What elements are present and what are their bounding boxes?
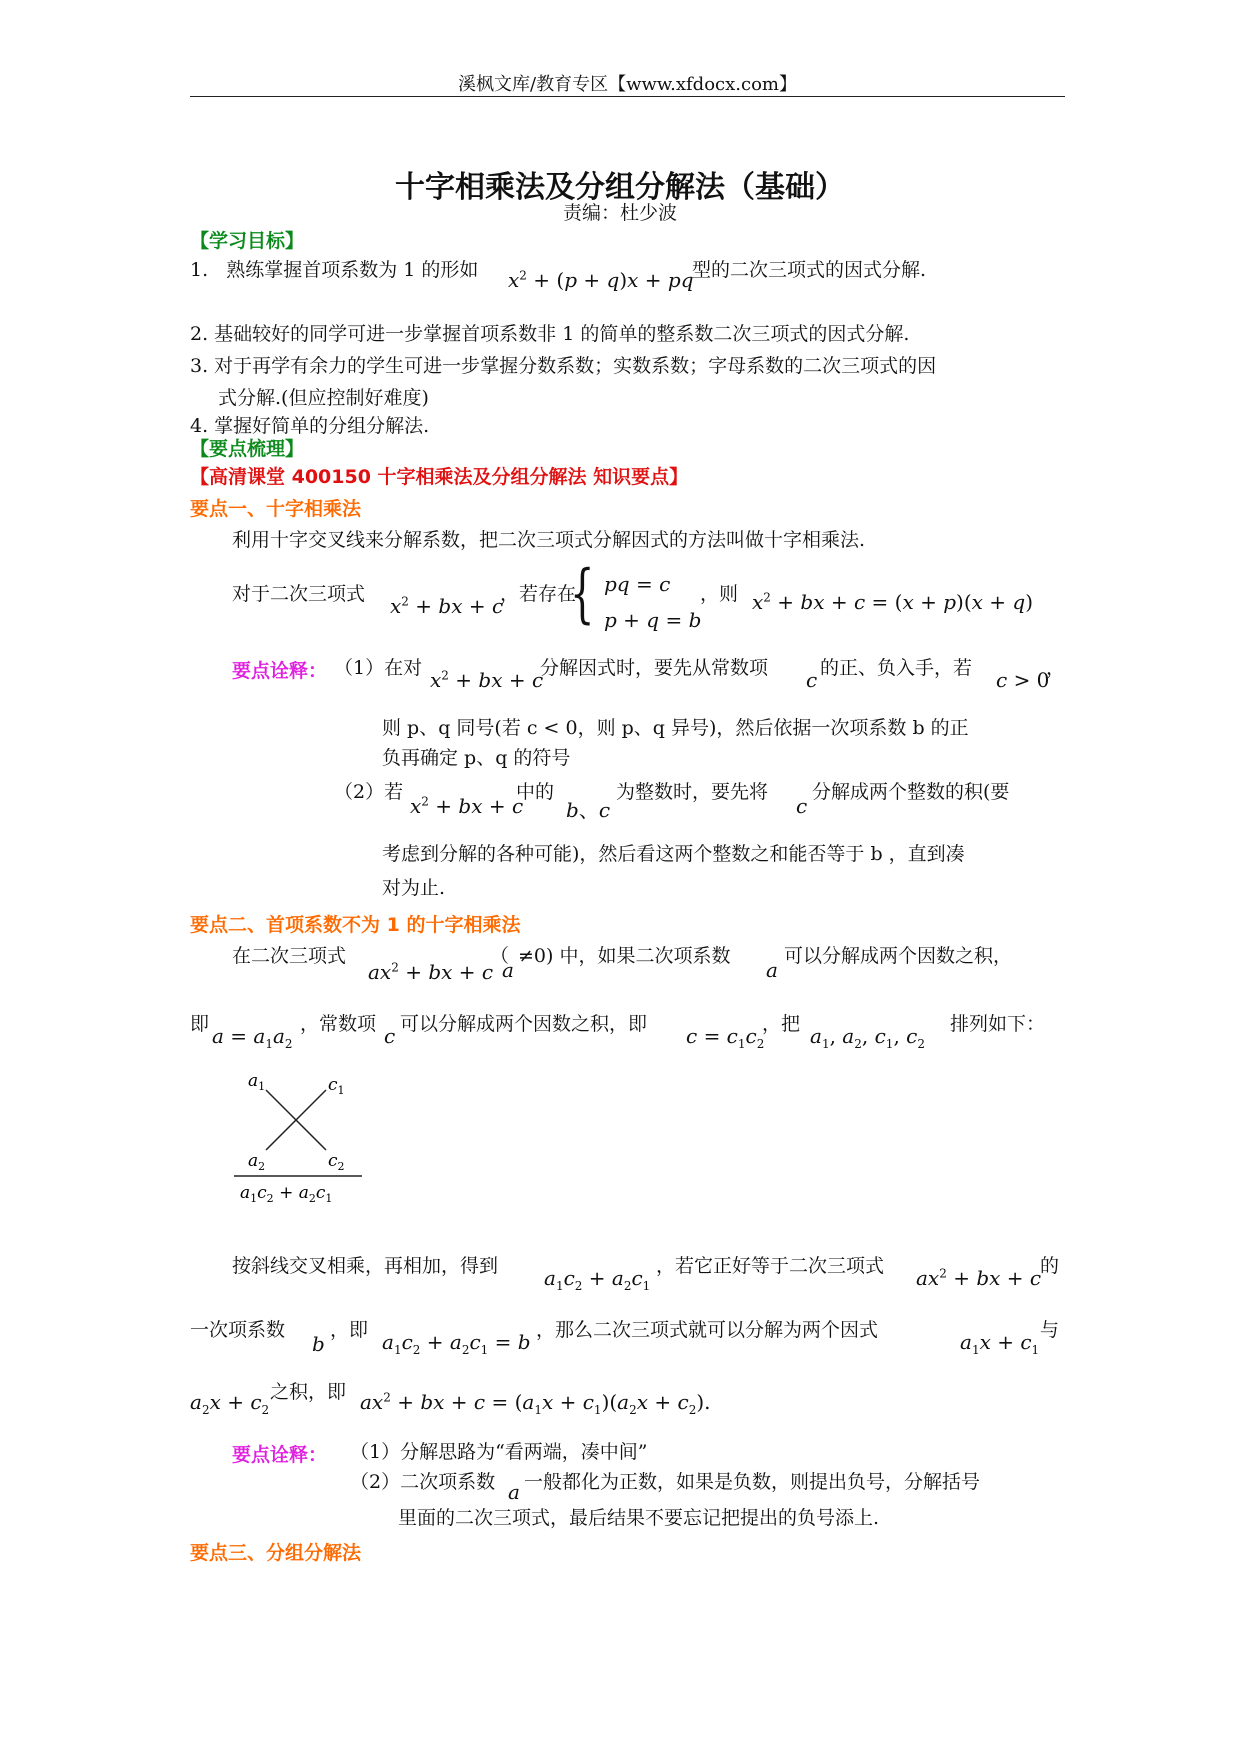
point-2-note-2a: （2）二次项系数 — [350, 1471, 496, 1493]
point-1-note-label: 要点诠释： — [232, 660, 328, 682]
diagram-sum: $a_1c_2 + a_2c_1$ — [240, 1183, 333, 1205]
note-1-c: c — [806, 668, 818, 692]
note-1-c-positive: c > 0 — [996, 668, 1050, 692]
goal-item-1 — [190, 258, 478, 282]
point-1-note-2b: 中的 — [516, 781, 555, 803]
point-2-p2e: 排列如下： — [950, 1013, 1046, 1035]
point-1-note-1c: 的正、负入手，若 — [820, 657, 973, 679]
point-2-factor-1: $a_1x + c_1$ — [960, 1330, 1040, 1357]
point-1-if-text: ，若存在 — [500, 583, 577, 605]
point-2-note-a: a — [508, 1480, 520, 1504]
point-2-p2b: ，常数项 — [300, 1013, 377, 1035]
point-1-note-1a: （1）在对 — [334, 657, 423, 679]
summary-heading: 【要点梳理】 — [190, 438, 305, 460]
goals-heading: 【学习目标】 — [190, 230, 305, 252]
system-eq-1: pq = c — [604, 572, 671, 596]
point-1-note-1-line3: 负再确定 p、q 的符号 — [382, 747, 571, 769]
point-2-p2d: ，把 — [762, 1013, 801, 1035]
goal-1-number: 1. — [190, 259, 209, 281]
goal-item-4: 4. 掌握好简单的分组分解法. — [190, 415, 430, 437]
point-2-p1b: （ — [490, 945, 510, 967]
point-1-note-2-line3: 对为止. — [382, 877, 446, 899]
point-2-p2c: 可以分解成两个因数之积，即 — [400, 1013, 648, 1035]
goal-item-3: 3. 对于再学有余力的学生可进一步掌握分数系数；实数系数；字母系数的二次三项式的因 — [190, 355, 937, 377]
point-2-p1d: 可以分解成两个因数之积， — [784, 945, 1013, 967]
course-tag: 【高清课堂 400150 十字相乘法及分组分解法 知识要点】 — [190, 466, 689, 488]
point-1-trinomial: $x^2$ + bx + c — [390, 594, 504, 618]
note-2-c: c — [796, 794, 808, 818]
goal-1-formula: $x^2 + (p + q)x$ + pq — [508, 268, 694, 292]
point-2-factorization: $ax^2$ + bx + $c = (a_1x + c_1)(a_2x + c_2)$. — [360, 1390, 711, 1417]
point-1-then-text: ，则 — [700, 583, 739, 605]
goal-item-3-cont: 式分解.(但应控制好难度) — [218, 387, 429, 409]
point-2-a-product: $a = a_1a_2$ — [212, 1024, 293, 1051]
point-2-trinomial: $ax^2$ + bx + c — [368, 960, 494, 984]
note-2-bc: b、c — [566, 798, 611, 822]
diagram-a2: $a_2$ — [248, 1151, 266, 1173]
point-1-note-2c: 为整数时，要先将 — [616, 781, 769, 803]
point-2-p4b: ，即 — [330, 1319, 369, 1341]
point-2-c: c — [384, 1024, 396, 1048]
goal-1-text: 熟练掌握首项系数为 1 的形如 — [226, 259, 479, 281]
point-2-p2a: 即 — [190, 1013, 210, 1035]
diagram-a1: $a_1$ — [248, 1071, 266, 1093]
diagram-c1: $c_1$ — [328, 1075, 345, 1097]
point-1-note-2d: 分解成两个整数的积(要 — [812, 781, 1010, 803]
point-2-heading: 要点二、首项系数不为 1 的十字相乘法 — [190, 914, 521, 936]
point-2-p3a: 按斜线交叉相乘，再相加，得到 — [232, 1255, 499, 1277]
point-2-note-2-line2: 里面的二次三项式，最后结果不要忘记把提出的负号添上. — [398, 1507, 880, 1529]
point-1-note-1b: 分解因式时，要先从常数项 — [540, 657, 769, 679]
point-2-p4a: 一次项系数 — [190, 1319, 286, 1341]
document-title: 十字相乘法及分组分解法（基础） — [395, 170, 845, 205]
note-2-trinomial: $x^2$ + bx + c — [410, 794, 524, 818]
point-2-p1a: 在二次三项式 — [232, 945, 347, 967]
point-1-note-2a: （2）若 — [334, 781, 404, 803]
page-header: 溪枫文库/教育专区【www.xfdocx.com】 — [458, 74, 797, 95]
point-2-cross-sum: $a_1c_2 + a_2c_1$ — [544, 1266, 651, 1293]
point-2-b: b — [312, 1332, 325, 1356]
point-2-p3b: ，若它正好等于二次三项式 — [656, 1255, 885, 1277]
system-brace: { — [570, 557, 595, 631]
point-1-factorization: $x^2$ + bx + c = (x + p)(x + q) — [752, 590, 1034, 614]
diagram-c2: $c_2$ — [328, 1151, 345, 1173]
point-2-b-equation: $a_1c_2 + a_2c_1 = b$ — [382, 1330, 531, 1357]
point-2-p4d: 与 — [1040, 1319, 1060, 1341]
point-1-heading: 要点一、十字相乘法 — [190, 498, 362, 520]
point-2-a-2: a — [766, 958, 778, 982]
goal-1-suffix: 型的二次三项式的因式分解. — [692, 259, 927, 281]
point-2-p3c: 的 — [1040, 1255, 1060, 1277]
header-divider — [190, 96, 1065, 97]
point-2-p1c: ≠0) 中，如果二次项系数 — [518, 945, 731, 967]
point-3-heading: 要点三、分组分解法 — [190, 1542, 362, 1564]
point-2-c-product: $c = c_1c_2$ — [686, 1024, 765, 1051]
point-1-intro: 利用十字交叉线来分解系数，把二次三项式分解因式的方法叫做十字相乘法. — [232, 529, 866, 551]
system-eq-2: p + q = b — [604, 608, 702, 632]
point-2-note-1: （1）分解思路为“看两端，凑中间” — [350, 1441, 648, 1463]
point-2-list: $a_1$, $a_2$, $c_1$, $c_2$ — [810, 1024, 925, 1051]
point-2-p5a: 之积，即 — [270, 1381, 347, 1403]
cross-multiplication-diagram — [228, 1068, 368, 1208]
point-2-factor-2: $a_2x + c_2$ — [190, 1390, 270, 1417]
point-1-note-2-line2: 考虑到分解的各种可能)，然后看这两个整数之和能否等于 b ，直到凑 — [382, 843, 965, 865]
point-1-note-1d: ， — [1046, 657, 1066, 679]
goal-item-2: 2. 基础较好的同学可进一步掌握首项系数非 1 的简单的整系数二次三项式的因式分解. — [190, 323, 910, 345]
point-2-p4c: ，那么二次三项式就可以分解为两个因式 — [536, 1319, 879, 1341]
note-1-trinomial: $x^2$ + bx + c — [430, 668, 544, 692]
point-1-for-text: 对于二次三项式 — [232, 583, 366, 605]
point-2-trinomial-2: $ax^2$ + bx + c — [916, 1266, 1042, 1290]
point-2-note-label: 要点诠释： — [232, 1444, 328, 1466]
point-1-note-1-line2: 则 p、q 同号(若 c < 0，则 p、q 异号)，然后依据一次项系数 b 的正 — [382, 717, 969, 739]
point-2-a: a — [502, 958, 514, 982]
point-2-note-2b: 一般都化为正数，如果是负数，则提出负号，分解括号 — [524, 1471, 981, 1493]
editor-line: 责编：杜少波 — [562, 202, 677, 224]
